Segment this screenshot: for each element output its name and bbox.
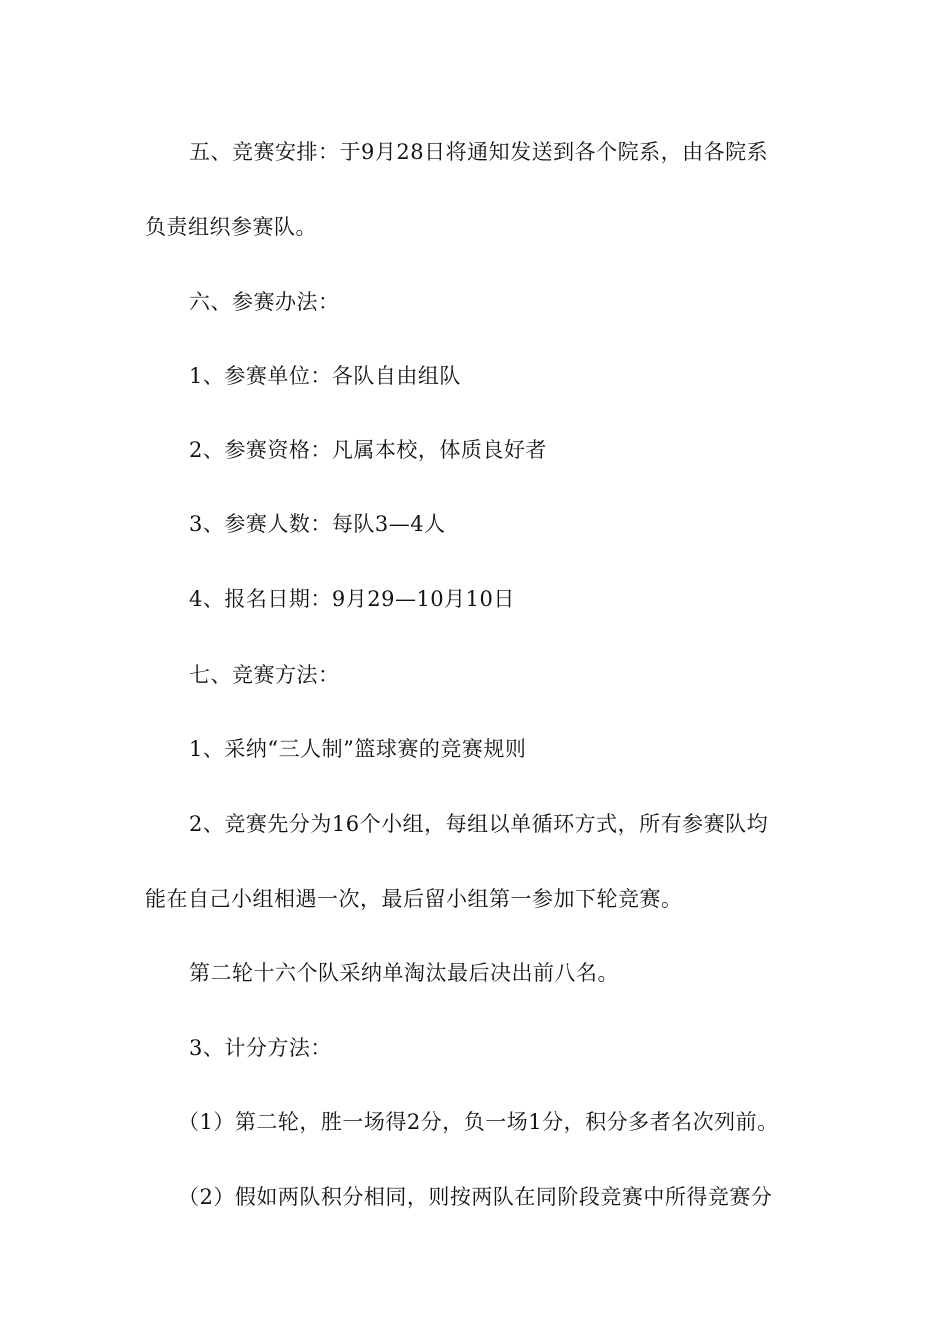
list-item: 2、参赛资格：凡属本校，体质良好者 xyxy=(189,438,547,462)
list-item: 1、参赛单位：各队自由组队 xyxy=(189,364,461,388)
list-item: 2、竞赛先分为16个小组，每组以单循环方式，所有参赛队均 xyxy=(189,812,769,836)
list-item: （1）第二轮，胜一场得2分，负一场1分，积分多者名次列前。 xyxy=(178,1110,779,1134)
paragraph-line: 负责组织参赛队。 xyxy=(145,215,317,239)
list-item: 4、报名日期：9月29—10月10日 xyxy=(189,587,515,611)
section-heading: 七、竞赛方法： xyxy=(189,663,340,687)
list-item: 3、参赛人数：每队3—4人 xyxy=(189,512,446,536)
paragraph-line: 五、竞赛安排：于9月28日将通知发送到各个院系，由各院系 xyxy=(189,140,769,164)
paragraph-line: 第二轮十六个队采纳单淘汰最后决出前八名。 xyxy=(189,961,619,985)
paragraph-line: 能在自己小组相遇一次，最后留小组第一参加下轮竞赛。 xyxy=(145,887,683,911)
list-item: （2）假如两队积分相同，则按两队在同阶段竞赛中所得竞赛分 xyxy=(178,1185,773,1209)
list-item: 3、计分方法： xyxy=(189,1036,332,1060)
list-item: 1、采纳“三人制”篮球赛的竞赛规则 xyxy=(189,737,527,761)
section-heading: 六、参赛办法： xyxy=(189,290,340,314)
